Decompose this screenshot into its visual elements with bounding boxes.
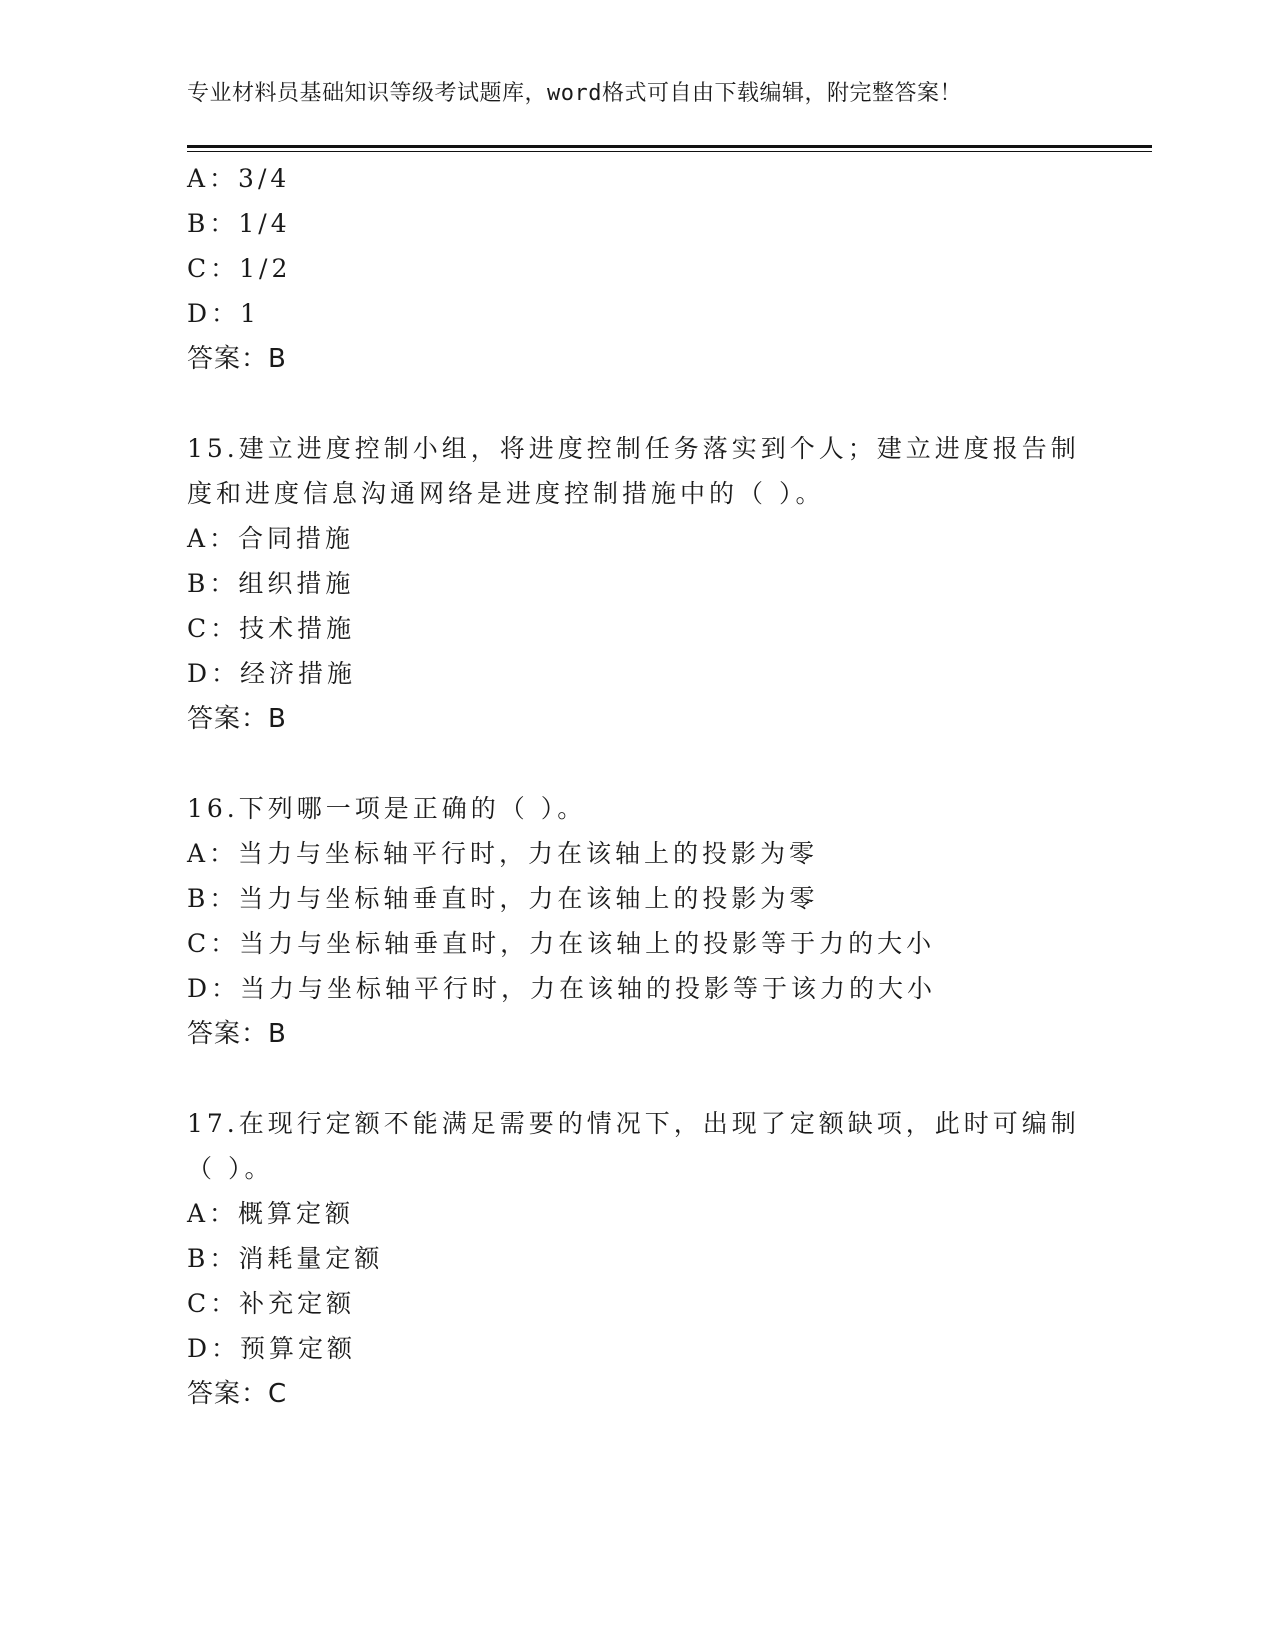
q15-option-b: B：组织措施 (187, 569, 355, 598)
q16-option-b: B：当力与坐标轴垂直时，力在该轴上的投影为零 (187, 884, 819, 913)
q16-option-d: D：当力与坐标轴平行时，力在该轴的投影等于该力的大小 (187, 974, 937, 1003)
q15-option-a: A：合同措施 (187, 524, 355, 553)
q15-option-c: C：技术措施 (187, 614, 356, 643)
q17-answer: 答案：C (187, 1379, 288, 1409)
q15-stem-line1: 15.建立进度控制小组，将进度控制任务落实到个人；建立进度报告制 (187, 434, 1080, 463)
q16-stem-line1: 16.下列哪一项是正确的（ ）。 (187, 794, 587, 823)
q17-stem-line2: （ ）。 (187, 1154, 274, 1183)
q16-option-a: A：当力与坐标轴平行时，力在该轴上的投影为零 (187, 839, 819, 868)
q14-option-d: D：1 (187, 299, 260, 328)
header-divider-thin (187, 151, 1152, 152)
q17-option-a: A：概算定额 (187, 1199, 355, 1228)
q16-option-c: C：当力与坐标轴垂直时，力在该轴上的投影等于力的大小 (187, 929, 936, 958)
q16-answer: 答案：B (187, 1019, 287, 1049)
page-header: 专业材料员基础知识等级考试题库，word格式可自由下载编辑，附完整答案！ (187, 81, 962, 106)
q15-stem-line2: 度和进度信息沟通网络是进度控制措施中的（ ）。 (187, 479, 825, 508)
q14-answer: 答案：B (187, 344, 287, 374)
q17-stem-line1: 17.在现行定额不能满足需要的情况下，出现了定额缺项，此时可编制 (187, 1109, 1080, 1138)
q14-option-b: B：1/4 (187, 209, 291, 238)
q15-option-d: D：经济措施 (187, 659, 357, 688)
q15-answer: 答案：B (187, 704, 287, 734)
header-divider-thick (187, 145, 1152, 148)
q14-option-c: C：1/2 (187, 254, 292, 283)
q14-option-a: A：3/4 (187, 164, 291, 193)
q17-option-b: B：消耗量定额 (187, 1244, 384, 1273)
q17-option-d: D：预算定额 (187, 1334, 357, 1363)
q17-option-c: C：补充定额 (187, 1289, 356, 1318)
